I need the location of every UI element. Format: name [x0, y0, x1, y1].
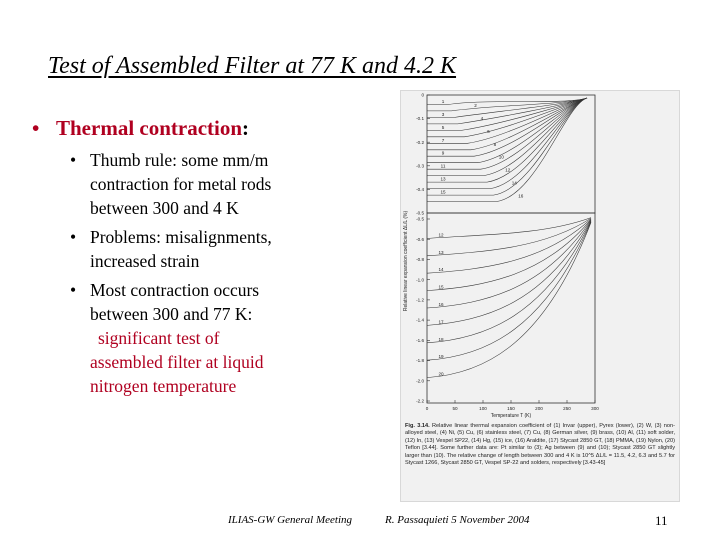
main-bullet-colon: : [242, 116, 250, 140]
upper-curve-label: 6 [487, 128, 490, 134]
sub-bullet-most-contraction [70, 278, 390, 398]
upper-curve-label: 5 [441, 124, 445, 130]
x-tick-label: 200 [535, 406, 543, 411]
footer-author-date: R. Passaquieti 5 November 2004 [385, 514, 530, 526]
figure-caption-ref: Fig. 3.14. [405, 423, 430, 429]
footer-meeting: ILIAS-GW General Meeting [228, 514, 353, 526]
upper-curve-label: 9 [441, 150, 445, 156]
upper-curve-label: 4 [480, 115, 484, 121]
x-tick-label: 250 [563, 406, 571, 411]
sub-bullet-marker: • [70, 150, 77, 170]
lower-curve [427, 222, 591, 360]
bottom-y-tick-label: -1.8 [416, 358, 424, 364]
lower-curve-label: 13 [438, 249, 444, 255]
top-y-tick-label: -0.3 [416, 163, 424, 169]
sub-bullet-line: contraction for metal rods [90, 174, 272, 194]
x-tick-label: 100 [479, 406, 487, 411]
lower-curve [427, 219, 591, 290]
thermal-expansion-plot [401, 91, 679, 421]
lower-curve-label: 18 [438, 336, 444, 342]
lower-curve-label: 12 [438, 232, 444, 238]
sub-bullet-line: between 300 and 4 K [90, 198, 239, 218]
sub-bullet-note-line: assembled filter at liquid [90, 352, 264, 372]
upper-curve [427, 98, 587, 169]
lower-curve [427, 219, 591, 273]
lower-curve-label: 20 [438, 371, 444, 377]
figure-caption-text: Relative linear thermal expansion coefficient of (1) Invar (upper), Pyrex (lower), (2) W, (3) non-alloyed steel, (4) Ni, (5) Cu, (6) stainless steel, (7) Cu, (8) German silver, (9) brass, (10) Al, (11) soft solder, (12) In, (13) Vespel SP22, (14) Hg, (15) ice, (16) Araldite, (17) Stycast 2850 GT, (18) PMMA, (19) Nylon, (20) Teflon [3.44]. Some further data are: Pt similar to (3); Ag between (9) and (10); Stycast 2850 GT slightly larger than (10). The relative change of length between 300 and 4 K is 10^5 ΔL/L = 11.5, 4.2, 6.3 and 5.7 for Stycast 1266, Stycast 2850 GT, Vespel SP-22 and solders, respectively [3.43-45] [405, 423, 675, 467]
upper-curve [427, 98, 587, 105]
bottom-y-tick-label: -0.8 [416, 257, 424, 263]
lower-curve-label: 19 [438, 354, 444, 360]
bottom-y-tick-label: -2.0 [416, 378, 424, 384]
top-y-tick-label: -0.4 [416, 187, 424, 192]
sub-bullet-line: Problems: misalignments, [90, 227, 272, 247]
sub-bullet-thumb-rule [70, 148, 390, 220]
lower-curve-label: 15 [438, 284, 444, 290]
x-tick-label: 300 [591, 406, 599, 411]
sub-bullet-line: Thumb rule: some mm/m [90, 150, 269, 170]
lower-curve [427, 222, 591, 377]
upper-curve-label: 13 [440, 176, 446, 182]
slide-title: Test of Assembled Filter at 77 K and 4.2 K [48, 53, 457, 79]
sub-bullet-problems [70, 225, 390, 273]
sub-bullet-marker: • [70, 227, 77, 247]
upper-curve-label: 3 [441, 111, 445, 117]
thermal-expansion-figure [400, 90, 680, 502]
main-bullet-marker: • [32, 116, 40, 140]
main-bullet [32, 116, 249, 141]
bottom-y-tick-label: -0.5 [416, 216, 424, 222]
y-axis-label: Relative linear expansion coefficient ΔL/L (%) [403, 210, 409, 312]
sub-bullet-line: Most contraction occurs [90, 280, 260, 300]
upper-curve-label: 1 [441, 98, 445, 104]
main-bullet-heading: Thermal contraction [56, 116, 243, 140]
upper-curve-label: 2 [474, 102, 477, 108]
x-tick-label: 0 [425, 406, 429, 411]
upper-curve-label: 12 [505, 167, 511, 173]
upper-curve-label: 7 [441, 137, 445, 143]
upper-curve-label: 15 [440, 189, 446, 195]
top-y-tick-label: -0.2 [416, 139, 424, 145]
upper-curve-label: 14 [511, 180, 517, 186]
bottom-y-tick-label: -1.6 [416, 337, 424, 343]
upper-curve-label: 10 [498, 154, 504, 160]
x-tick-label: 150 [507, 406, 515, 411]
top-y-tick-label: -0.1 [416, 116, 424, 122]
lower-curve-label: 14 [438, 267, 444, 273]
upper-curve-label: 8 [493, 141, 497, 147]
sub-bullet-note-line: nitrogen temperature [90, 376, 237, 396]
lower-curve [427, 218, 591, 239]
page-number: 11 [655, 513, 668, 528]
lower-curve-label: 17 [438, 319, 444, 325]
top-y-tick-label: -0.5 [416, 210, 424, 216]
bottom-y-tick-label: -2.2 [416, 398, 424, 404]
bottom-y-tick-label: -0.6 [416, 236, 424, 242]
x-axis-label: Temperature T (K) [490, 413, 532, 419]
lower-curve [427, 221, 591, 343]
bottom-y-tick-label: -1.0 [416, 277, 424, 283]
sub-bullet-marker: • [70, 280, 77, 300]
top-y-tick-label: 0 [421, 92, 424, 98]
x-tick-label: 50 [452, 406, 458, 411]
lower-curve [427, 221, 591, 326]
sub-bullet-list [70, 148, 390, 403]
figure-caption [405, 423, 675, 467]
lower-curve-label: 16 [438, 302, 444, 307]
bottom-y-tick-label: -1.2 [416, 297, 424, 303]
upper-curve-label: 16 [518, 193, 524, 199]
upper-curve-label: 11 [440, 163, 446, 169]
sub-bullet-line: between 300 and 77 K: [90, 304, 253, 324]
bottom-y-tick-label: -1.4 [416, 317, 424, 323]
sub-bullet-note-line: significant test of [98, 328, 220, 348]
sub-bullet-line: increased strain [90, 251, 200, 271]
